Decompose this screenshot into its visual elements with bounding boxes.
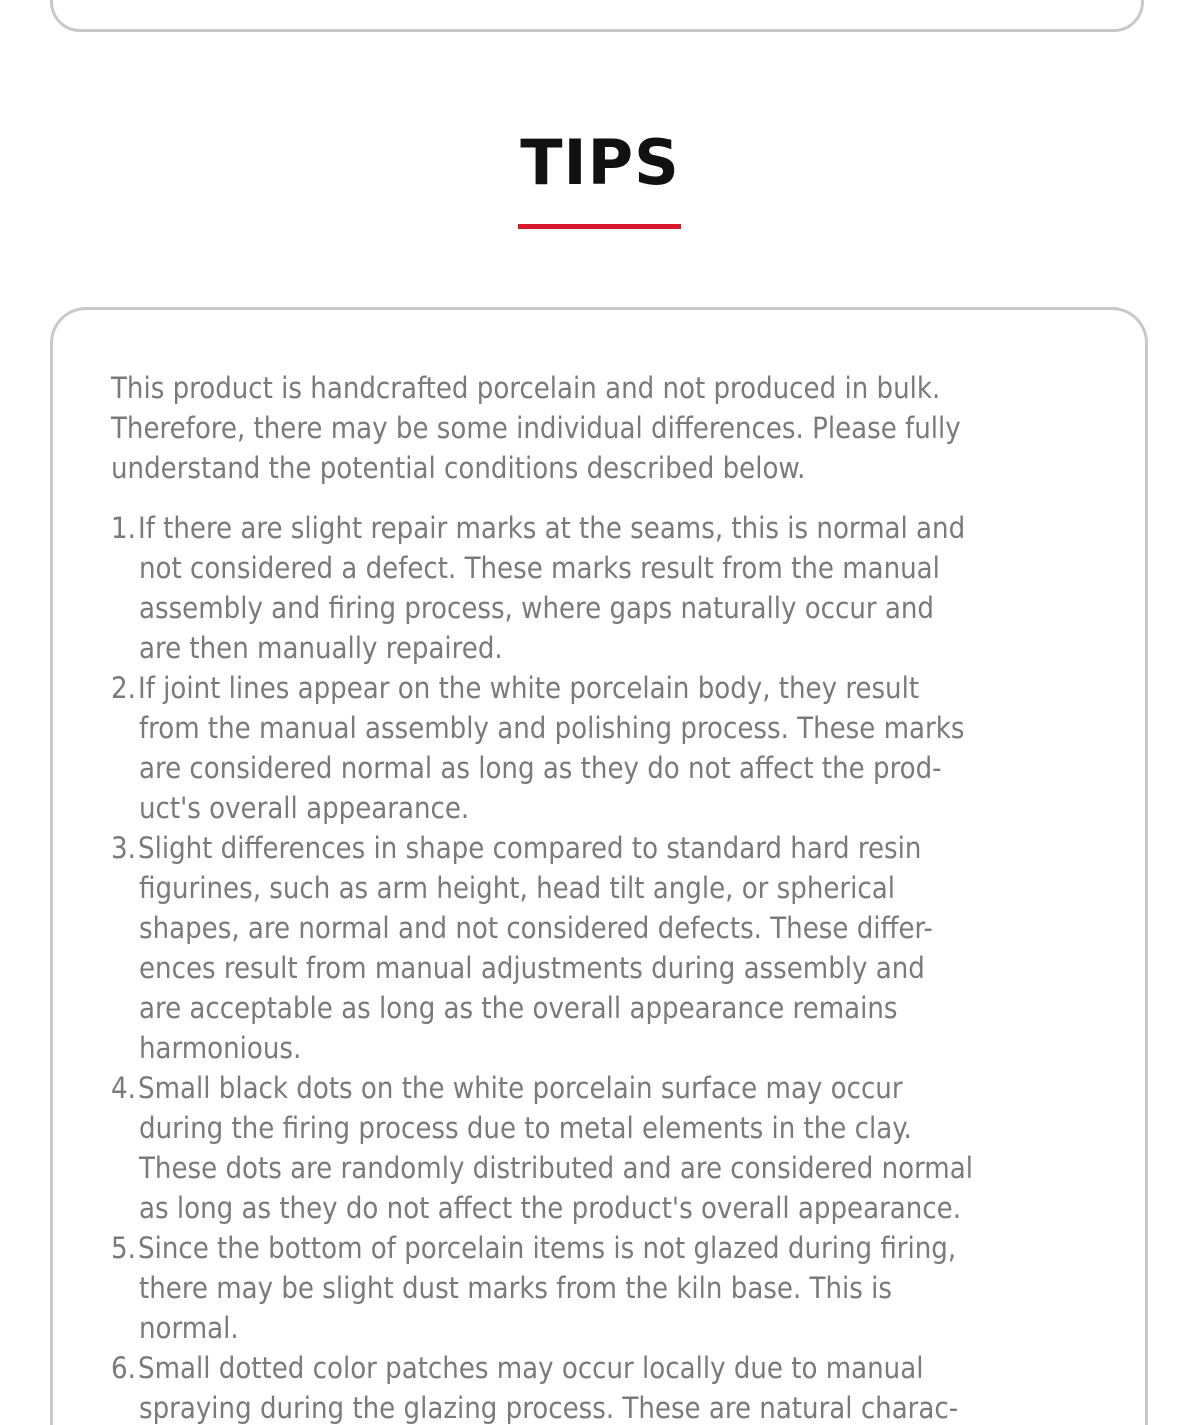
tip-line: are acceptable as long as the overall appearance remains — [139, 991, 898, 1025]
tip-line: from the manual assembly and polishing process. These marks — [139, 711, 965, 745]
tip-item-5 — [111, 1228, 1101, 1348]
tip-line: If joint lines appear on the white porcelain body, they result — [138, 671, 920, 705]
tip-number: 3. — [111, 831, 136, 865]
section-title: TIPS — [520, 126, 680, 199]
tip-line: there may be slight dust marks from the kiln base. This is — [139, 1271, 892, 1305]
title-underline — [518, 224, 681, 229]
tip-line: If there are slight repair marks at the seams, this is normal and — [138, 511, 966, 545]
tip-line: These dots are randomly distributed and are considered normal — [139, 1151, 973, 1185]
tip-item-2 — [111, 668, 1101, 828]
tip-line: uct's overall appearance. — [139, 791, 470, 825]
tip-number: 2. — [111, 671, 136, 705]
tip-line: spraying during the glazing process. These are natural charac- — [139, 1391, 959, 1425]
tip-line: not considered a defect. These marks result from the manual — [139, 551, 940, 585]
tip-item-1 — [111, 508, 1101, 668]
tip-item-6 — [111, 1348, 1101, 1425]
tip-line: Small dotted color patches may occur locally due to manual — [138, 1351, 924, 1385]
tips-list — [111, 508, 1101, 1425]
intro-line: This product is handcrafted porcelain and not produced in bulk. — [111, 371, 941, 405]
tip-line: shapes, are normal and not considered defects. These differ- — [139, 911, 933, 945]
previous-section-card — [50, 0, 1144, 32]
intro-line: understand the potential conditions described below. — [111, 451, 806, 485]
tip-number: 4. — [111, 1071, 136, 1105]
tips-content — [111, 368, 1101, 1425]
tip-line: during the firing process due to metal elements in the clay. — [139, 1111, 912, 1145]
tip-line: as long as they do not affect the product's overall appearance. — [139, 1191, 962, 1225]
tip-number: 5. — [111, 1231, 136, 1265]
tip-line: Since the bottom of porcelain items is not glazed during firing, — [138, 1231, 957, 1265]
tip-line: harmonious. — [139, 1031, 302, 1065]
tip-line: are considered normal as long as they do not affect the prod- — [139, 751, 942, 785]
tip-line: ences result from manual adjustments during assembly and — [139, 951, 925, 985]
intro-paragraph — [111, 368, 1101, 488]
intro-line: Therefore, there may be some individual differences. Please fully — [111, 411, 961, 445]
tip-line: Slight differences in shape compared to standard hard resin — [138, 831, 922, 865]
tip-line: Small black dots on the white porcelain surface may occur — [138, 1071, 903, 1105]
tip-item-4 — [111, 1068, 1101, 1228]
tip-line: are then manually repaired. — [139, 631, 503, 665]
tip-item-3 — [111, 828, 1101, 1068]
tip-number: 1. — [111, 511, 136, 545]
tip-line: normal. — [139, 1311, 239, 1345]
tip-number: 6. — [111, 1351, 136, 1385]
tip-line: assembly and firing process, where gaps naturally occur and — [139, 591, 934, 625]
tip-line: figurines, such as arm height, head tilt angle, or spherical — [139, 871, 895, 905]
